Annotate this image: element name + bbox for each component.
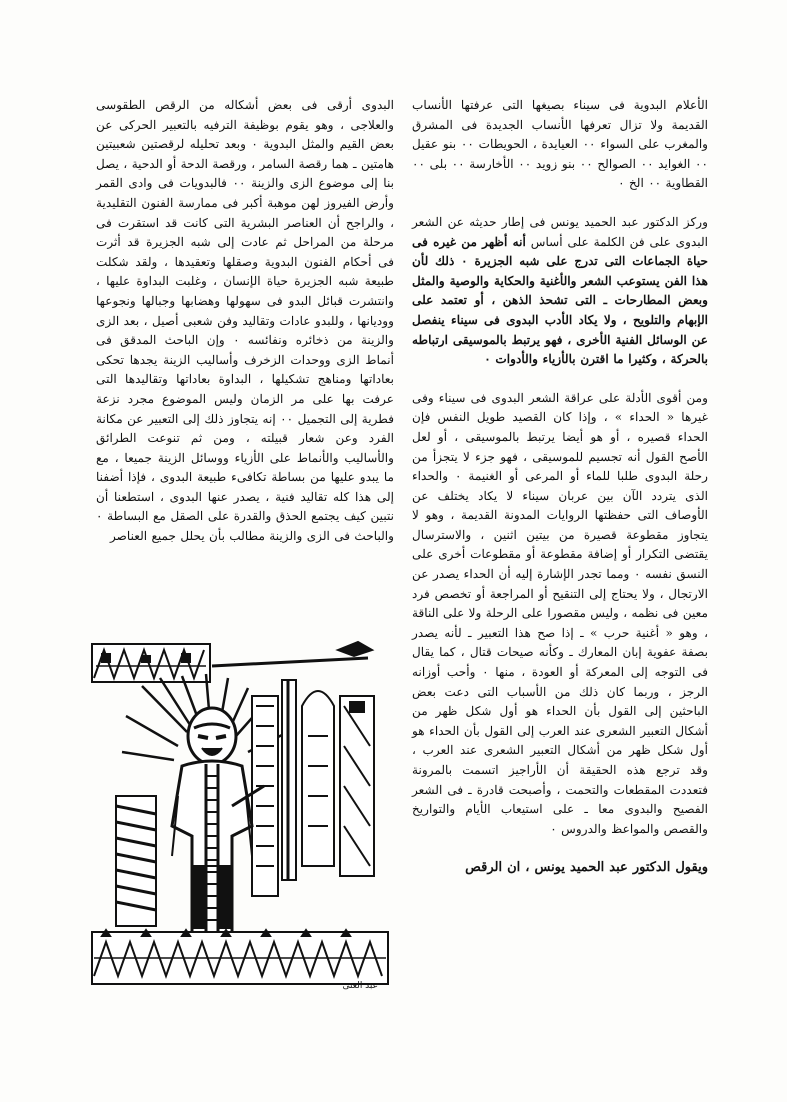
top-zigzag-band xyxy=(92,644,210,682)
architecture-background xyxy=(252,680,374,896)
artist-signature: عبد الغنى xyxy=(342,981,378,991)
paragraph-dance-costume: البدوى أرقى فى بعض أشكاله من الرقص الطقوسى والعلاجى ، وهو يقوم بوظيفة الترفيه بالتعبير الحركى عن بعض القيم والمثل البدوية ٠ وبعد تحليله لرقصتين شعبيتين هامتين ـ هما رقصة السامر ، ورقصة الدحة أو الدحية ، يصل بنا إلى موضوع الزى والزينة ٠٠ فالبدويات فى وادى القمر وأرض الفيروز لهن موهبة أكبر فى ممارسة الفنون التقليدية ، والراجح أن العناصر البشرية التى كانت قد استقرت فى مرحلة من المراحل ثم عادت إلى شبه الجزيرة قد أثرت فى أحكام الفنون البدوية وصقلها وتعقيدها ، ولقد شكلت طبيعة شبه الجزيرة حياة الإنسان ، وغلبت البداوة عليها ، وانتشرت قبائل البدو فى سهولها وهضابها وجبالها ونجوعها ووديانها ، وللبدو عادات وتقاليد وفن شعبى أصيل ، بعد الزى والزينة من ذخائره ونفائسه ٠ وإن الباحث المدقق فى أنماط الزى ووحدات الزخرف وأساليب الزينة يجدها تحكى بعاداتها ومناهج تشكيلها ، البداوة بعاداتها وتقاليدها التى عرفت بها على مر الزمان وليس الموضوع مجرد نزعة فطرية إلى التجميل ٠٠ إنه يتجاوز ذلك إلى التعبير عن مكانة الفرد وعن شعار قبيلته ، ومن ثم تنوعت الطرائق والأساليب والأنماط على الأزياء ووسائل الزينة جميعا ، مع ما يبدو عليها من بساطة تكافىء طبيعة البدوى ، فإذا أضفنا إلى هذا كله تقاليد فنية ، يصدر عنها البدوى ، استطعنا أن نتبين كيف يجتمع الحذق والقدرة على الصقل مع البساطة ٠ والباحث فى الزى والزينة مطالب بأن يحلل جميع العناصر xyxy=(96,98,395,544)
right-text-column xyxy=(412,96,708,976)
bedouin-woman-illustration xyxy=(82,636,400,992)
paragraph-tribes: الأعلام البدوية فى سيناء بصيغها التى عرفتها الأنساب القديمة ولا تزال تعرفها الأنساب الجديدة فى المشرق والمغرب على السواء ٠٠ العيايدة ، الحويطات ٠٠ بنو عقيل ٠٠ الغوايد ٠٠ الصوالح ٠٠ بنو زويد ٠٠ الأخارسة ٠٠ بلى ٠٠ القطاوية ٠٠ الخ ٠ xyxy=(412,98,709,191)
bottom-triangle-band xyxy=(92,930,388,984)
paragraph-word-art-body: أنه أظهر من غيره فى حياة الجماعات التى تدرج على شبه الجزيرة ٠ ذلك لأن هذا الفن يستوعب الشعر والأغنية والحكاية والوصية والمثل وبعض المطارحات ـ التى تشحذ الذهن ، أو تعتمد على الإبهام والتلويح ، ولا يكاد الأدب البدوى فى سيناء ينفصل عن الوسائل الفنية الأخرى ، فهو يرتبط بالموسيقى ارتباطه بالحركة ، وكثيرا ما اقترن بالأزياء والأدوات ٠ xyxy=(412,234,708,367)
byline-continuation: ويقول الدكتور عبد الحميد يونس ، ان الرقص xyxy=(465,860,708,876)
left-text-column xyxy=(96,96,394,626)
paragraph-word-art xyxy=(412,213,708,370)
paragraph-word-art-intro: وركز الدكتور عبد الحميد يونس فى إطار حديثه عن الشعر البدوى على فن الكلمة على أساس xyxy=(412,214,708,249)
woodcut-drawing xyxy=(82,636,400,992)
woman-figure xyxy=(172,708,264,936)
paragraph-hudaa: ومن أقوى الأدلة على عراقة الشعر البدوى فى سيناء وفى غيرها « الحداء » ، وإذا كان القصيد طويل النفس فإن الحداء قصيره ، أو هو أيضا يرتبط بالموسيقى ، أو لعل الأصح القول أنه تجسيم للموسيقى ، فهو جزء لا يتجزأ من رحلة البدوى طلبا للماء أو المرعى أو الغنيمة ٠ والحداء الذى يتردد الآن بين عربان سيناء لا يكاد يختلف عن الأوصاف التى حفظتها الروايات المدونة القديمة ، وهو لا يتجاوز مقطوعة قصيرة من بيتين اثنين ، والاسترسال يقتضى التكرار أو إضافة مقطوعة أو مقطوعات أخرى على النسق نفسه ٠ ومما تجدر الإشارة إليه أن الحداء يصدر عن الارتجال ، ولا يحتاج إلى التنقيح أو المراجعة أو تخصص فرد معين فى نظمه ، وليس مقصورا على الرحلة ولا على الناقة ، وهو « أغنية حرب » ـ إذا صح هذا التعبير ـ لأنه يصدر بصفة عفوية إبان المعارك ـ وكأنه صيحات قتال ، كما يقال فى التوجه إلى المعركة أو العودة ، منها ٠ وأحب أوزانه الرجز ، وربما كان ذلك من الأسباب التى دعت بعض الباحثين إلى القول بأن الحداء هو أول شكل ظهر من أشكال التعبير الشعرى عند العرب إلى القول بأن الحداء هو أول شكل ظهر من أشكال التعبير الشعرى عند العرب ، وقد ترجع هذه الحقيقة أن الأراجيز اتسمت بالمرونة فتعددت المقطعات والتحمت ، وأصبحت قادرة ـ فى الشعر الفصيح والبدوى معا ـ على استيعاب الأيام والتواريخ والقصص والمواعظ والدروس ٠ xyxy=(412,390,709,836)
left-striped-panel xyxy=(116,796,156,926)
